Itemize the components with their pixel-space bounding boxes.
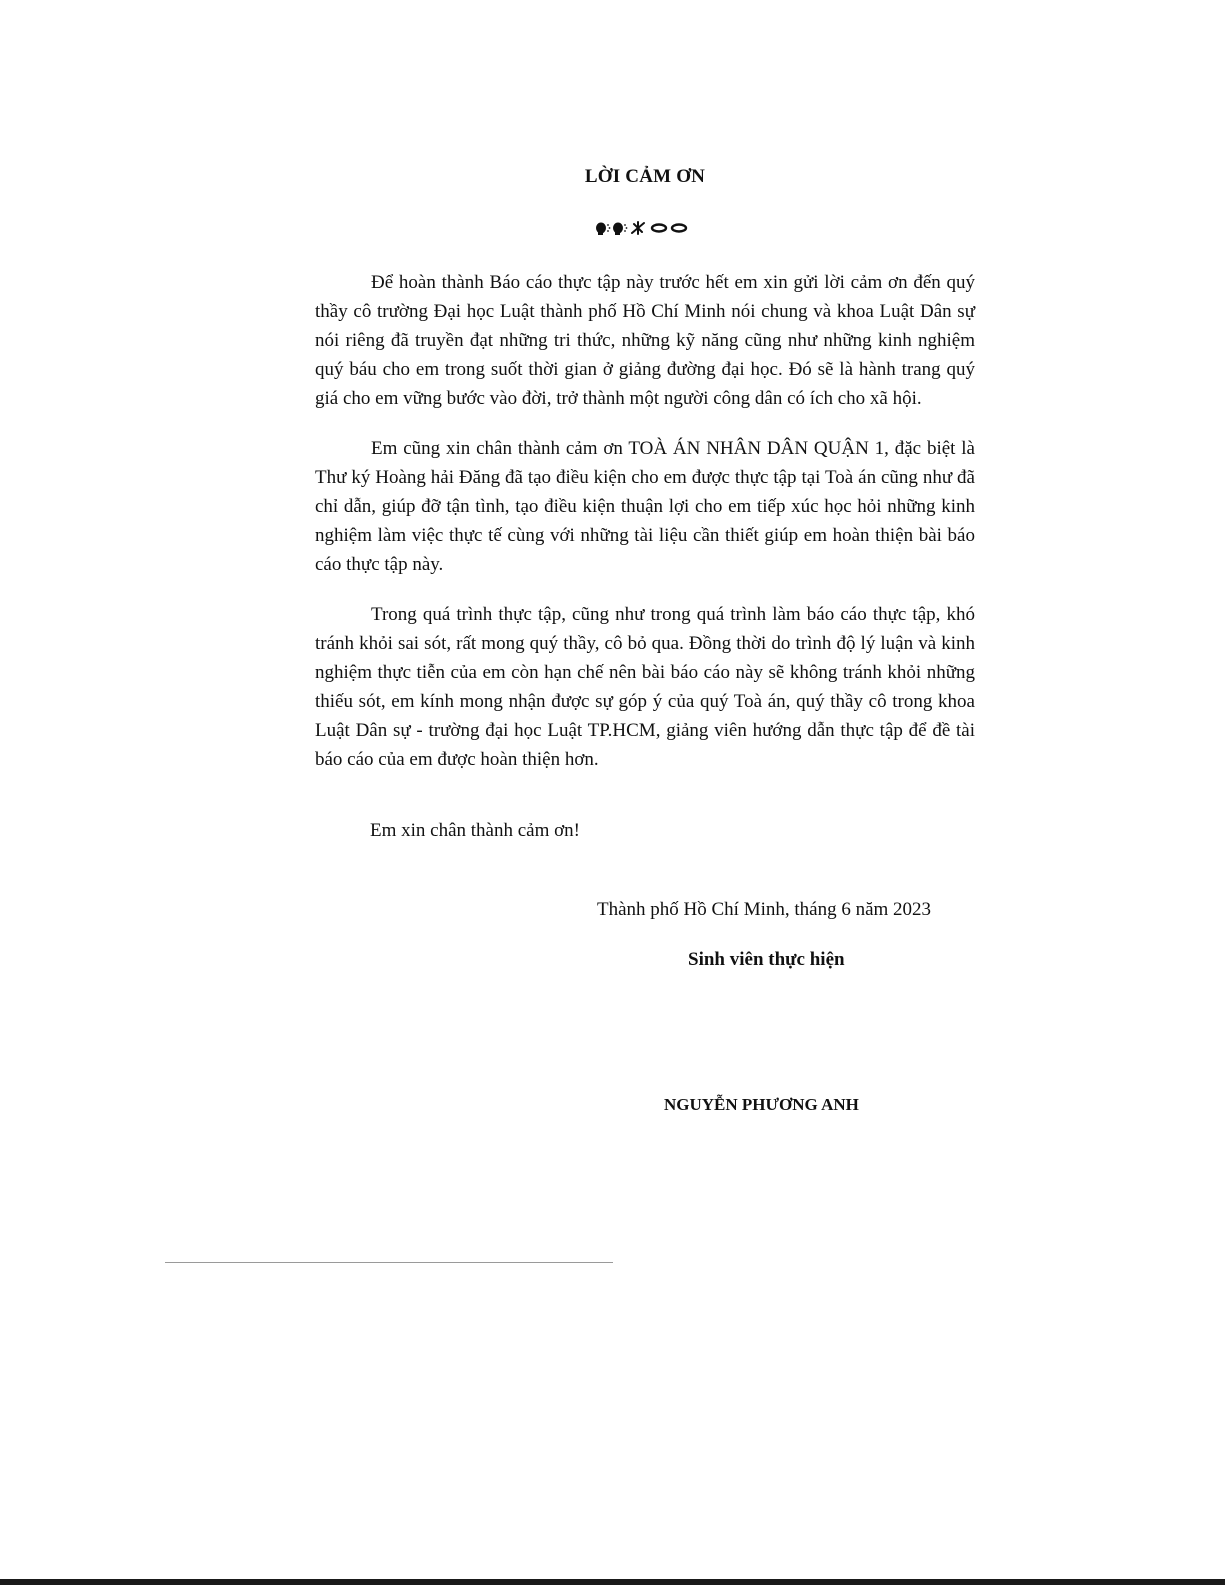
- place-date: Thành phố Hồ Chí Minh, tháng 6 năm 2023: [597, 899, 932, 920]
- signature-role: Sinh viên thực hiện: [688, 949, 845, 970]
- paragraph-gratitude-court: Em cũng xin chân thành cảm ơn TOÀ ÁN NHÂN DÂN QUẬN 1, đặc biệt là Thư ký Hoàng hải Đăng đã tạo điều kiện cho em được thực tập tại Toà án cũng như đã chỉ dẫn, giúp đỡ tận tình, tạo điều kiện thuận lợi cho em tiếp xúc học hỏi những kinh nghiệm làm việc thực tế cùng với những tài liệu cần thiết giúp em hoàn thiện bài báo cáo thực tập này.: [315, 438, 975, 575]
- page-title: LỜI CẢM ƠN: [584, 166, 706, 187]
- paragraph-apology-feedback: Trong quá trình thực tập, cũng như trong quá trình làm báo cáo thực tập, khó tránh khỏi sai sót, rất mong quý thầy, cô bỏ qua. Đồng thời do trình độ lý luận và kinh nghiệm thực tiễn của em còn hạn chế nên bài báo cáo này sẽ không tránh khỏi những thiếu sót, em kính mong nhận được sự góp ý của quý Toà án, quý thầy cô trong khoa Luật Dân sự - trường đại học Luật TP.HCM, giảng viên hướng dẫn thực tập để đề tài báo cáo của em được hoàn thiện hơn.: [315, 604, 975, 770]
- signature-name: NGUYỄN PHƯƠNG ANH: [664, 1095, 859, 1114]
- decorative-divider-icon: [594, 218, 694, 238]
- body-paragraphs: [315, 268, 975, 795]
- paragraph-gratitude-school: Để hoàn thành Báo cáo thực tập này trước hết em xin gửi lời cảm ơn đến quý thầy cô trường Đại học Luật thành phố Hồ Chí Minh nói chung và khoa Luật Dân sự nói riêng đã truyền đạt những tri thức, những kỹ năng cũng như những kinh nghiệm quý báu cho em trong suốt thời gian ở giảng đường đại học. Đó sẽ là hành trang quý giá cho em vững bước vào đời, trở thành một người công dân có ích cho xã hội.: [315, 272, 975, 409]
- footnote-divider: [165, 1262, 613, 1263]
- closing-line: Em xin chân thành cảm ơn!: [370, 820, 581, 841]
- page-bottom-edge: [0, 1579, 1225, 1585]
